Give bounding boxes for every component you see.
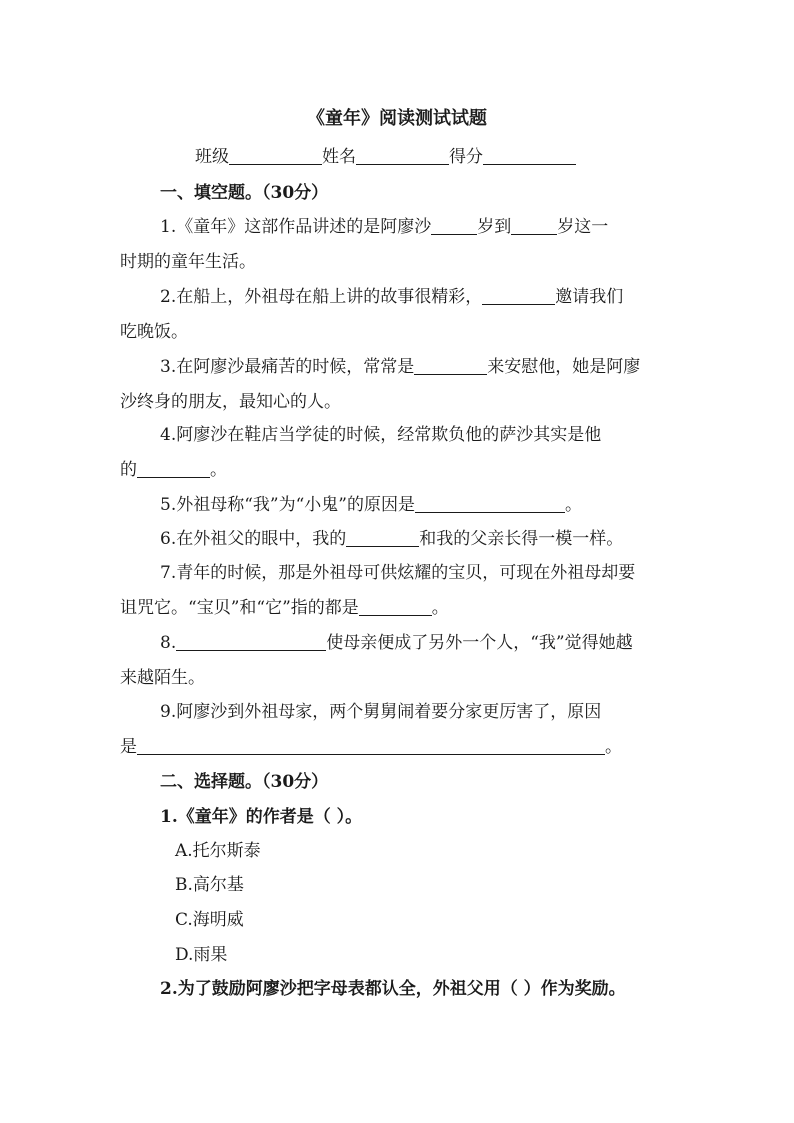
- question-8-line-1: 8. 使母亲便成了另外一个人，“我”觉得她越: [160, 633, 633, 653]
- class-label: 班级: [195, 147, 229, 167]
- answer-blank[interactable]: [137, 736, 605, 755]
- question-9-line-1: 9.阿廖沙到外祖母家，两个舅舅闹着要分家更厉害了，原因: [160, 702, 602, 722]
- score-label: 得分: [449, 147, 483, 167]
- section-heading-multiple-choice: 二、选择题。（30分）: [160, 772, 329, 792]
- answer-blank[interactable]: [176, 632, 326, 651]
- question-4-line-1: 4.阿廖沙在鞋店当学徒的时候，经常欺负他的萨沙其实是他: [160, 425, 602, 445]
- question-7-line-1: 7.青年的时候，那是外祖母可供炫耀的宝贝，可现在外祖母却要: [160, 563, 636, 583]
- answer-blank[interactable]: [482, 286, 555, 305]
- score-blank[interactable]: [483, 146, 576, 165]
- question-1-line-2: 时期的童年生活。: [120, 252, 256, 272]
- question-3-line-1: 3.在阿廖沙最痛苦的时候，常常是 来安慰他，她是阿廖: [160, 357, 641, 377]
- question-9-line-2: 是 。: [120, 737, 622, 757]
- question-2-line-1: 2.在船上，外祖母在船上讲的故事很精彩， 邀请我们: [160, 287, 624, 307]
- page-title: 《童年》阅读测试试题: [307, 108, 487, 129]
- question-3-line-2: 沙终身的朋友，最知心的人。: [120, 392, 341, 412]
- choice-question-2-stem: 2.为了鼓励阿廖沙把字母表都认全，外祖父用（ ）作为奖励。: [160, 979, 626, 999]
- name-blank[interactable]: [356, 146, 449, 165]
- question-6-line: 6.在外祖父的眼中，我的 和我的父亲长得一模一样。: [160, 529, 624, 549]
- answer-blank[interactable]: [414, 356, 487, 375]
- answer-blank[interactable]: [359, 597, 432, 616]
- answer-blank[interactable]: [346, 528, 419, 547]
- choice-option-b[interactable]: B.高尔基: [175, 875, 244, 895]
- answer-blank[interactable]: [415, 494, 565, 513]
- name-label: 姓名: [322, 147, 356, 167]
- section-heading-fill-in: 一、填空题。（30分）: [160, 183, 329, 203]
- answer-blank[interactable]: [137, 459, 210, 478]
- choice-question-1-stem: 1.《童年》的作者是（ ）。: [160, 807, 363, 827]
- question-1-line-1: 1.《童年》这部作品讲述的是阿廖沙 岁到 岁这一: [160, 217, 609, 237]
- question-4-line-2: 的 。: [120, 460, 227, 480]
- question-7-line-2: 诅咒它。“宝贝”和“它”指的都是 。: [120, 598, 449, 618]
- student-info-line: [195, 142, 576, 167]
- question-8-line-2: 来越陌生。: [120, 668, 205, 688]
- choice-option-c[interactable]: C.海明威: [175, 910, 244, 930]
- question-2-line-2: 吃晚饭。: [120, 322, 188, 342]
- class-blank[interactable]: [229, 146, 322, 165]
- answer-blank[interactable]: [431, 216, 477, 235]
- question-5-line: 5.外祖母称“我”为“小鬼”的原因是 。: [160, 495, 582, 515]
- choice-option-d[interactable]: D.雨果: [175, 945, 228, 965]
- answer-blank[interactable]: [511, 216, 557, 235]
- choice-option-a[interactable]: A.托尔斯泰: [175, 841, 261, 861]
